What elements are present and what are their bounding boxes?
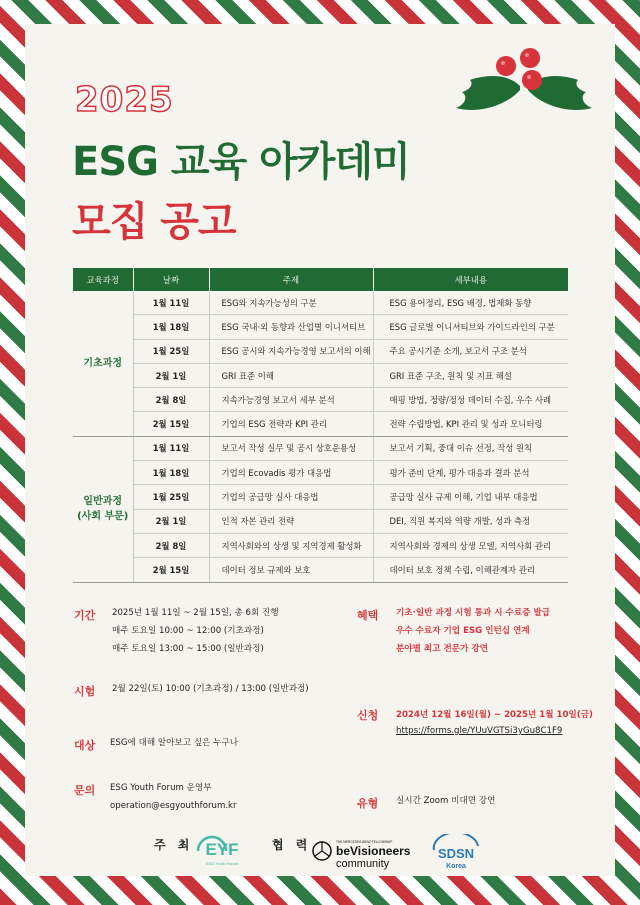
column-header-topic: 주제	[209, 268, 373, 291]
benefit-lecture: 분야별 최고 전문가 강연	[396, 644, 488, 654]
page-title: ESG 교육 아카데미	[72, 139, 410, 185]
detail-cell: 지역사회와 경제의 상생 모델, 지역사회 관리	[373, 533, 568, 557]
target-text: ESG에 대해 알아보고 싶은 누구나	[110, 738, 239, 748]
contact-org: ESG Youth Forum 운영부	[110, 783, 212, 793]
table-row	[73, 315, 568, 339]
detail-cell: 평가 준비 단계, 평가 대응과 결과 분석	[373, 461, 568, 485]
benefit-certificate: 기초·일반 과정 시험 통과 시 수료증 발급	[396, 608, 551, 618]
detail-cell: DEI, 직원 복지와 역량 개발, 성과 측정	[373, 509, 568, 533]
table-row	[73, 461, 568, 485]
column-header-detail: 세부내용	[373, 268, 568, 291]
date-cell: 1월 11일	[133, 436, 209, 460]
table-row	[73, 339, 568, 363]
course-cell-general	[73, 436, 133, 582]
period-time-basic: 매주 토요일 10:00 ~ 12:00 (기초과정)	[112, 626, 264, 636]
date-cell: 2월 8일	[133, 533, 209, 557]
date-cell: 1월 18일	[133, 315, 209, 339]
date-cell: 1월 25일	[133, 485, 209, 509]
detail-cell: ESG 용어정리, ESG 배경, 법제화 동향	[373, 291, 568, 315]
target-label: 대상	[74, 739, 96, 752]
date-cell: 2월 8일	[133, 388, 209, 412]
table-row	[73, 558, 568, 582]
detail-cell: 보고서 기획, 중대 이슈 선정, 작성 원칙	[373, 436, 568, 460]
table-row	[73, 363, 568, 387]
topic-cell: 지속가능경영 보고서 세부 분석	[209, 388, 373, 412]
course-sector: (사회 부문)	[77, 511, 129, 523]
period-range: 2025년 1월 11일 ~ 2월 15일, 총 6회 진행	[112, 608, 279, 618]
detail-cell: 공급망 실사 규제 이해, 기업 내부 대응법	[373, 485, 568, 509]
detail-cell: 데이터 보호 정책 수립, 이해관계자 관리	[373, 558, 568, 582]
date-cell: 2월 15일	[133, 558, 209, 582]
partner-label: 협 력	[272, 838, 312, 852]
year-heading: 2025	[75, 80, 174, 120]
period-time-general: 매주 토요일 13:00 ~ 15:00 (일반과정)	[112, 644, 264, 654]
exam-label: 시험	[74, 685, 96, 698]
detail-cell: 매핑 방법, 정량/정성 데이터 수집, 우수 사례	[373, 388, 568, 412]
table-row	[73, 436, 568, 460]
date-cell: 2월 1일	[133, 509, 209, 533]
page-subtitle: 모집 공고	[72, 199, 236, 245]
eyf-logo-sub: ESG Youth Forum	[205, 861, 239, 866]
type-label: 유형	[357, 797, 379, 810]
contact-label: 문의	[74, 784, 96, 797]
date-cell: 1월 18일	[133, 461, 209, 485]
detail-cell: GRI 표준 구조, 원칙 및 지표 해설	[373, 363, 568, 387]
detail-cell: ESG 글로벌 이니셔티브와 가이드라인의 구분	[373, 315, 568, 339]
topic-cell: 데이터 정보 규제와 보호	[209, 558, 373, 582]
bevisioneers-logo	[312, 836, 416, 870]
eyf-logo-text: EYF	[205, 840, 239, 859]
date-cell: 2월 1일	[133, 363, 209, 387]
topic-cell: 지역사회와의 상생 및 지역경제 활성화	[209, 533, 373, 557]
sdsn-logo-sub: Korea	[446, 863, 466, 870]
topic-cell: ESG 공시와 지속가능경영 보고서의 이해	[209, 339, 373, 363]
topic-cell: 보고서 작성 실무 및 공시 상호운용성	[209, 436, 373, 460]
date-cell: 1월 11일	[133, 291, 209, 315]
eyf-logo	[192, 833, 252, 869]
exam-text: 2월 22일(토) 10:00 (기초과정) / 13:00 (일반과정)	[112, 684, 309, 694]
course-cell-basic: 기초과정	[73, 291, 133, 436]
bev-logo-name: beVisioneers	[336, 844, 411, 858]
table-row	[73, 291, 568, 315]
benefit-details	[396, 604, 550, 658]
apply-period: 2024년 12월 16일(월) ~ 2025년 1월 10일(금)	[396, 710, 593, 720]
topic-cell: GRI 표준 이해	[209, 363, 373, 387]
table-row	[73, 485, 568, 509]
bev-logo-sub: community	[336, 858, 390, 870]
column-header-course: 교육과정	[73, 268, 133, 291]
apply-label: 신청	[357, 709, 379, 722]
topic-cell: 기업의 공급망 실사 대응법	[209, 485, 373, 509]
period-details	[112, 604, 279, 658]
topic-cell: ESG 국내·외 동향과 산업별 이니셔티브	[209, 315, 373, 339]
sdsn-logo-name: SDSN	[437, 846, 475, 861]
topic-cell: 인적 자본 관리 전략	[209, 509, 373, 533]
table-row	[73, 509, 568, 533]
course-name: 일반과정	[83, 496, 123, 508]
column-header-date: 날짜	[133, 268, 209, 291]
topic-cell: 기업의 ESG 전략과 KPI 관리	[209, 412, 373, 436]
contact-email: operation@esgyouthforum.kr	[110, 801, 237, 811]
apply-form-link[interactable]: https://forms.gle/YUuVGTSi3yGu8C1F9	[396, 726, 563, 736]
detail-cell: 전략 수립방법, KPI 관리 및 성과 모니터링	[373, 412, 568, 436]
host-label: 주 최	[154, 838, 194, 852]
schedule-table	[73, 268, 568, 583]
table-row	[73, 533, 568, 557]
topic-cell: ESG와 지속가능성의 구분	[209, 291, 373, 315]
benefit-internship: 우수 수료자 기업 ESG 인턴십 연계	[396, 626, 530, 636]
table-header-row	[73, 268, 568, 291]
period-label: 기간	[74, 609, 96, 622]
benefit-label: 혜택	[357, 609, 379, 622]
topic-cell: 기업의 Ecovadis 평가 대응법	[209, 461, 373, 485]
bev-logo-top: THE MERCEDES-BENZ FELLOWSHIP	[336, 840, 393, 844]
sdsn-korea-logo	[426, 834, 486, 872]
date-cell: 2월 15일	[133, 412, 209, 436]
holly-decoration-icon	[448, 44, 598, 124]
table-row	[73, 412, 568, 436]
date-cell: 1월 25일	[133, 339, 209, 363]
contact-details	[110, 779, 237, 815]
type-text: 실시간 Zoom 비대면 강연	[396, 796, 496, 806]
detail-cell: 주요 공시기준 소개, 보고서 구조 분석	[373, 339, 568, 363]
table-row	[73, 388, 568, 412]
